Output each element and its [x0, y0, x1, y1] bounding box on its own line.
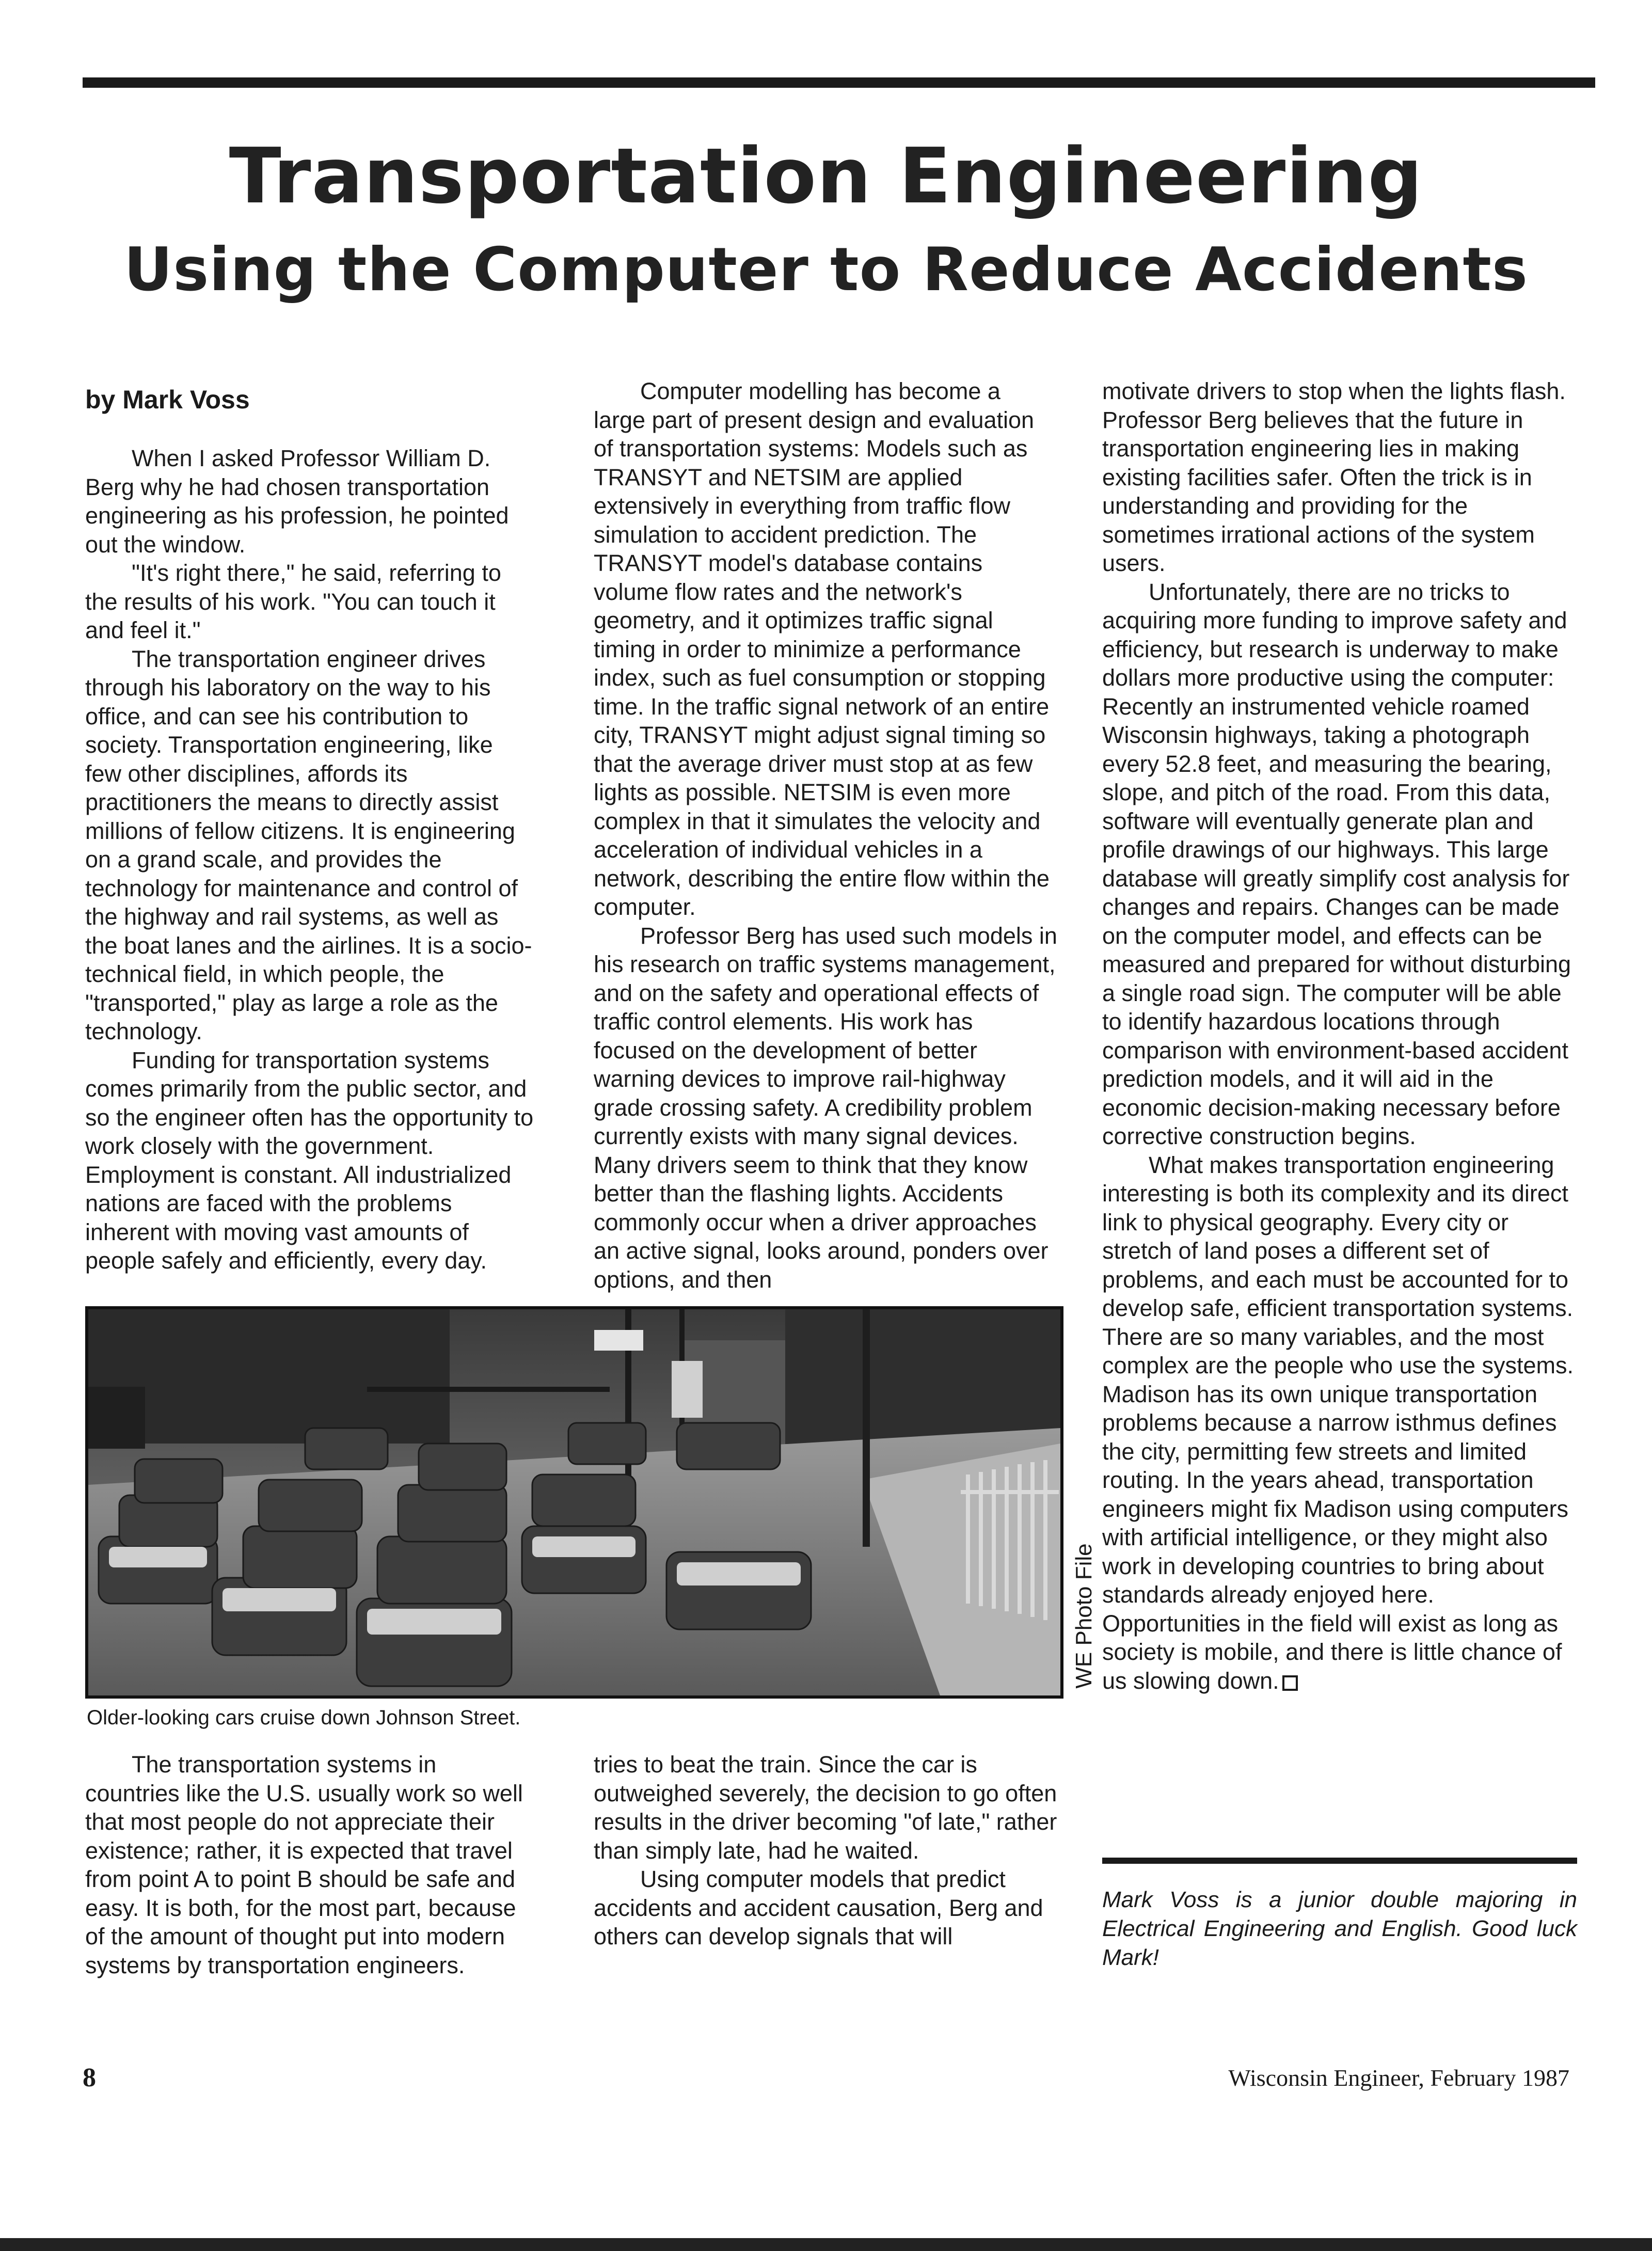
paragraph: The transportation systems in countries like the U.S. usually work so well that most people do not appreciate their existence; rather, it is expected that travel from point A to point B should be safe and easy. It is both, for the most part, because of the amount of thought put into modern systems by transportation engineers. — [85, 1751, 523, 1978]
byline: by Mark Voss — [85, 385, 250, 414]
paragraph-text: What makes transportation engineering interesting is both its complexity and its direct link to physical geography. Every city or stretch of land poses a different set of problems, and each must be accounted for to develop safe, efficient transportation systems. There are so many variables, and the most complex are the people who use the systems. Madison has its own unique transportation problems because a narrow isthmus defines the city, permitting few streets and limited routing. In the years ahead, transportation engineers might fix Madison using computers with artificial intelligence, or they might also work in developing countries to bring about standards already enjoyed here. Opportunities in the field will exist as long as society is mobile, and there is little chance of us slowing down. — [1102, 1151, 1574, 1694]
paragraph: Unfortunately, there are no tricks to acquiring more funding to improve safety and efficiency, but research is underway to make dollars more productive using the computer: Recently an instrumented vehicle roamed Wisconsin highways, taking a photograph every 52.8 feet, and measuring the bearing, slope, and pitch of the road. From this data, software will eventually generate plan and profile drawings of our highways. This large database will greatly simplify cost analysis for changes and repairs. Changes can be made on the computer model, and effects can be measured and prepared for without disturbing a single road sign. The computer will be able to identify hazardous locations through comparison with environment-based accident prediction models, and it will aid in the economic decision-making necessary before corrective construction begins. — [1102, 578, 1571, 1149]
paragraph: The transportation engineer drives through his laboratory on the way to his office, and can see his contribution to society. Transportation engineering, like few other disciplines, affords its practitioners the means to directly assist millions of fellow citizens. It is engineering on a grand scale, and provides the technology for maintenance and control of the highway and rail systems, as well as the boat lanes and the airlines. It is a socio-technical field, in which people, the "transported," play as large a role as the technology. — [85, 645, 532, 1044]
photo-credit: WE Photo File — [1071, 1543, 1097, 1689]
bio-rule — [1102, 1858, 1577, 1864]
page-number: 8 — [83, 2063, 96, 2093]
column-right — [1102, 377, 1577, 1695]
paragraph — [1102, 1151, 1577, 1695]
photo-caption: Older-looking cars cruise down Johnson Street. — [87, 1706, 521, 1729]
author-bio: Mark Voss is a junior double majoring in Electrical Engineering and English. Good luck Mark! — [1102, 1887, 1577, 1970]
traffic-photo-illustration — [88, 1309, 1060, 1695]
paragraph: tries to beat the train. Since the car is outweighed severely, the decision to go often results in the driver becoming "of late," rather than simply late, had he waited. — [594, 1751, 1057, 1864]
paragraph: Professor Berg has used such models in his research on traffic systems management, and on the safety and operational effects of traffic control elements. His work has focused on the development of better warning devices to improve rail-highway grade crossing safety. A credibility problem currently exists with many signal devices. Many drivers seem to think that they know better than the flashing lights. Accidents commonly occur when a driver approaches an active signal, looks around, ponders over options, and then — [594, 922, 1057, 1293]
column-middle-top — [594, 377, 1058, 1294]
article-title: Transportation Engineering — [229, 132, 1423, 220]
paragraph: When I asked Professor William D. Berg why he had chosen transportation engineering as his profession, he pointed out the window. — [85, 445, 509, 558]
end-mark-icon — [1282, 1675, 1298, 1691]
street-photo — [85, 1306, 1063, 1699]
publication-footer: Wisconsin Engineer, February 1987 — [1228, 2065, 1569, 2091]
column-middle-bottom — [594, 1750, 1058, 1951]
top-rule — [83, 77, 1595, 88]
column-left-top — [85, 444, 534, 1275]
paragraph: "It's right there," he said, referring to the results of his work. "You can touch it and feel it." — [85, 560, 501, 643]
article-subtitle: Using the Computer to Reduce Accidents — [124, 235, 1528, 305]
paragraph: motivate drivers to stop when the lights flash. Professor Berg believes that the future in transportation engineering lies in making existing facilities safer. Often the trick is in understanding and providing for the sometimes irrational actions of the system users. — [1102, 378, 1566, 576]
page-bottom-edge — [0, 2238, 1652, 2251]
column-left-bottom — [85, 1750, 534, 1979]
paragraph: Computer modelling has become a large part of present design and evaluation of transportation systems: Models such as TRANSYT and NETSIM are applied extensively in everything from traffic flow simulation to accident prediction. The TRANSYT model's database contains volume flow rates and the network's geometry, and it optimizes traffic signal timing in order to minimize a performance index, such as fuel consumption or stopping time. In the traffic signal network of an entire city, TRANSYT might adjust signal timing so that the average driver must stop at as few lights as possible. NETSIM is even more complex in that it simulates the velocity and acceleration of individual vehicles in a network, describing the entire flow within the computer. — [594, 378, 1050, 920]
paragraph: Using computer models that predict accidents and accident causation, Berg and others can develop signals that will — [594, 1866, 1043, 1949]
paragraph: Funding for transportation systems comes primarily from the public sector, and so the engineer often has the opportunity to work closely with the government. Employment is constant. All industrialized nations are faced with the problems inherent with moving vast amounts of people safely and efficiently, every day. — [85, 1047, 534, 1274]
